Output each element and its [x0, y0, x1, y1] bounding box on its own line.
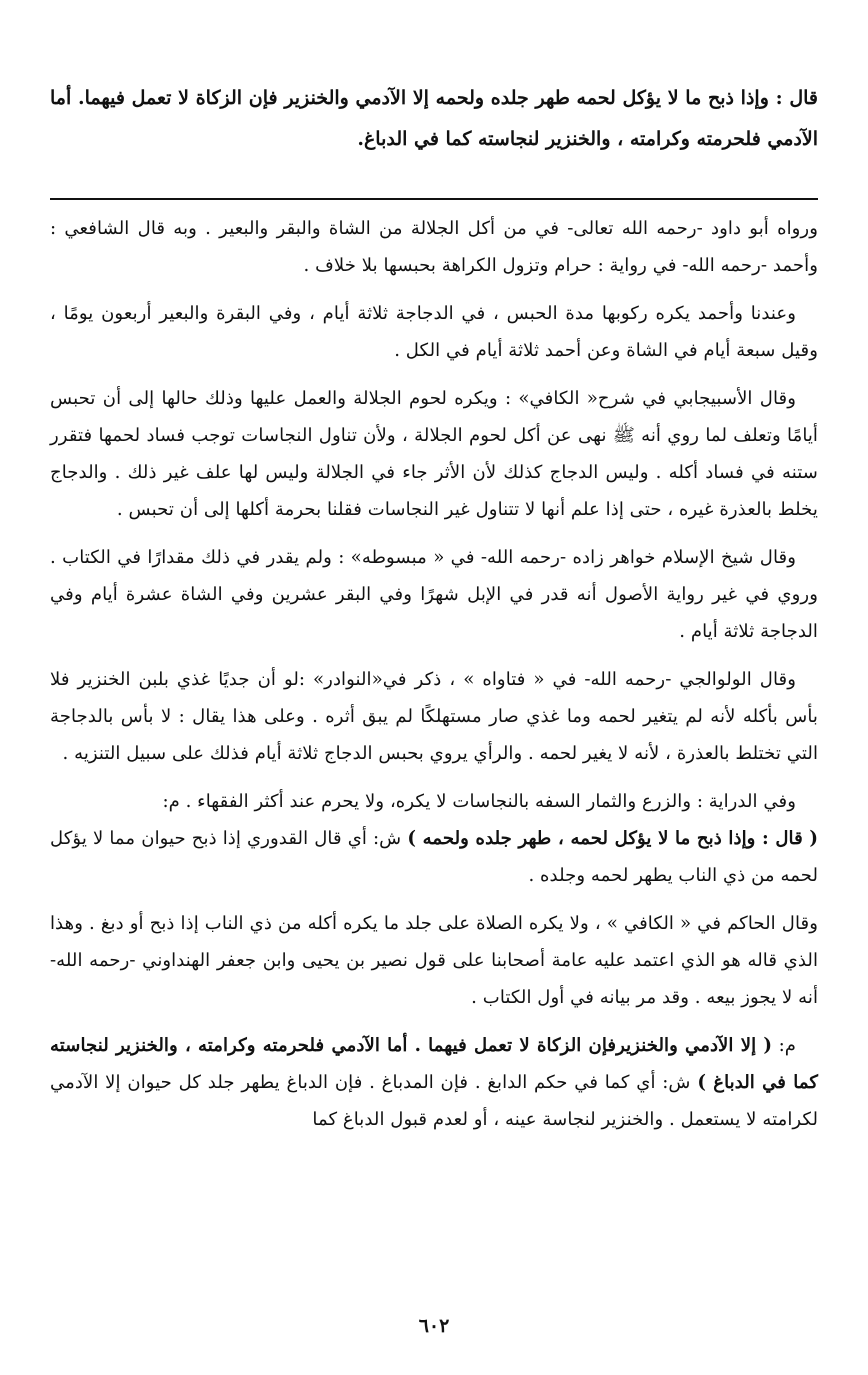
paragraph: وقال الولوالجي -رحمه الله- في « فتاواه » ، ذكر في«النوادر» :لو أن جديًا غذي بلبن الخنزير فلا بأس بأكله لأنه لم يتغير لحمه وما غذي صار مستهلكًا لم يبق أثره . وعلى هذا يقال : لا بأس بالدجاجة التي تختلط بالعذرة ، لأنه لا يغير لحمه . والرأي يروي بحبس الدجاج ثلاثة أيام فذلك على سبيل التنزيه . [50, 669, 818, 764]
page-number: ٦٠٢ [418, 1315, 450, 1337]
separator-line [50, 198, 818, 200]
paragraph-text: ش: أي قال القدوري إذا ذبح حيوان مما لا يؤكل لحمه من ذي الناب يطهر لحمه وجلده . [50, 828, 818, 886]
commentary [50, 210, 818, 1138]
paragraph: وعندنا وأحمد يكره ركوبها مدة الحبس ، في الدجاجة ثلاثة أيام ، وفي البقرة والبعير أربعون يومًا ، وقيل سبعة أيام في الشاة وعن أحمد ثلاثة أيام في الكل . [50, 303, 818, 361]
paragraph-text: وفي الدراية : والزرع والثمار السفه بالنجاسات لا يكره، ولا يحرم عند أكثر الفقهاء . م: [162, 791, 796, 812]
paragraph: وقال شيخ الإسلام خواهر زاده -رحمه الله- في « مبسوطه» : ولم يقدر في ذلك مقدارًا في الكتاب . وروي في غير رواية الأصول أنه قدر في الإبل شهرًا وفي البقر عشرين وفي الشاة عشرة أيام وفي الدجاجة ثلاثة أيام . [50, 547, 818, 642]
quoted-matn: ( قال : وإذا ذبح ما لا يؤكل لحمه ، طهر جلده ولحمه ) [407, 828, 818, 849]
paragraph-text: م: [771, 1035, 797, 1056]
paragraph-text: ش: أي كما في حكم الدابغ . فإن المدباغ . فإن الدباغ يطهر جلد كل حيوان إلا الآدمي لكرامته لا يستعمل . والخنزير لنجاسة عينه ، أو لعدم قبول الدباغ كما [50, 1072, 818, 1130]
paragraph: وقال الحاكم في « الكافي » ، ولا يكره الصلاة على جلد ما يكره أكله من ذي الناب إذا ذبح أو دبغ . وهذا الذي قاله هو الذي اعتمد عليه عامة أصحابنا على قول نصير بن يحيى وابن جعفر الهنداوني -رحمه الله- أنه لا يجوز بيعه . وقد مر بيانه في أول الكتاب . [50, 913, 818, 1008]
paragraph [50, 1027, 818, 1138]
main-text: قال : وإذا ذبح ما لا يؤكل لحمه طهر جلده ولحمه إلا الآدمي والخنزير فإن الزكاة لا تعمل فيهما. أما الآدمي فلحرمته وكرامته ، والخنزير لنجاسته كما في الدباغ. [50, 87, 818, 150]
paragraph: وقال الأسبيجابي في شرح« الكافي» : ويكره لحوم الجلالة والعمل عليها وذلك حالها إلى أن تحبس أيامًا وتعلف لما روي أنه ﷺ نهى عن أكل لحوم الجلالة ، ولأن تناول النجاسات توجب فساد لحمها فتقرر ستنه في فساد أكله . وليس الدجاج كذلك لأن الأثر جاء في الجلالة وليس لها علف غير ذلك . والدجاج يخلط بالعذرة غيره ، حتى إذا علم أنها لا تتناول غير النجاسات فقلنا بحرمة أكلها إلى أن تحبس . [50, 388, 818, 520]
quoted-matn: ( إلا الآدمي والخنزيرفإن الزكاة لا تعمل فيهما . أما الآدمي فلحرمته وكرامته ، والخنزير لنجاسته كما في الدباغ ) [50, 1035, 818, 1093]
paragraph: ورواه أبو داود -رحمه الله تعالى- في من أكل الجلالة من الشاة والبقر والبعير . وبه قال الشافعي : وأحمد -رحمه الله- في رواية : حرام وتزول الكراهة بحبسها بلا خلاف . [50, 218, 818, 276]
paragraph [50, 783, 818, 894]
